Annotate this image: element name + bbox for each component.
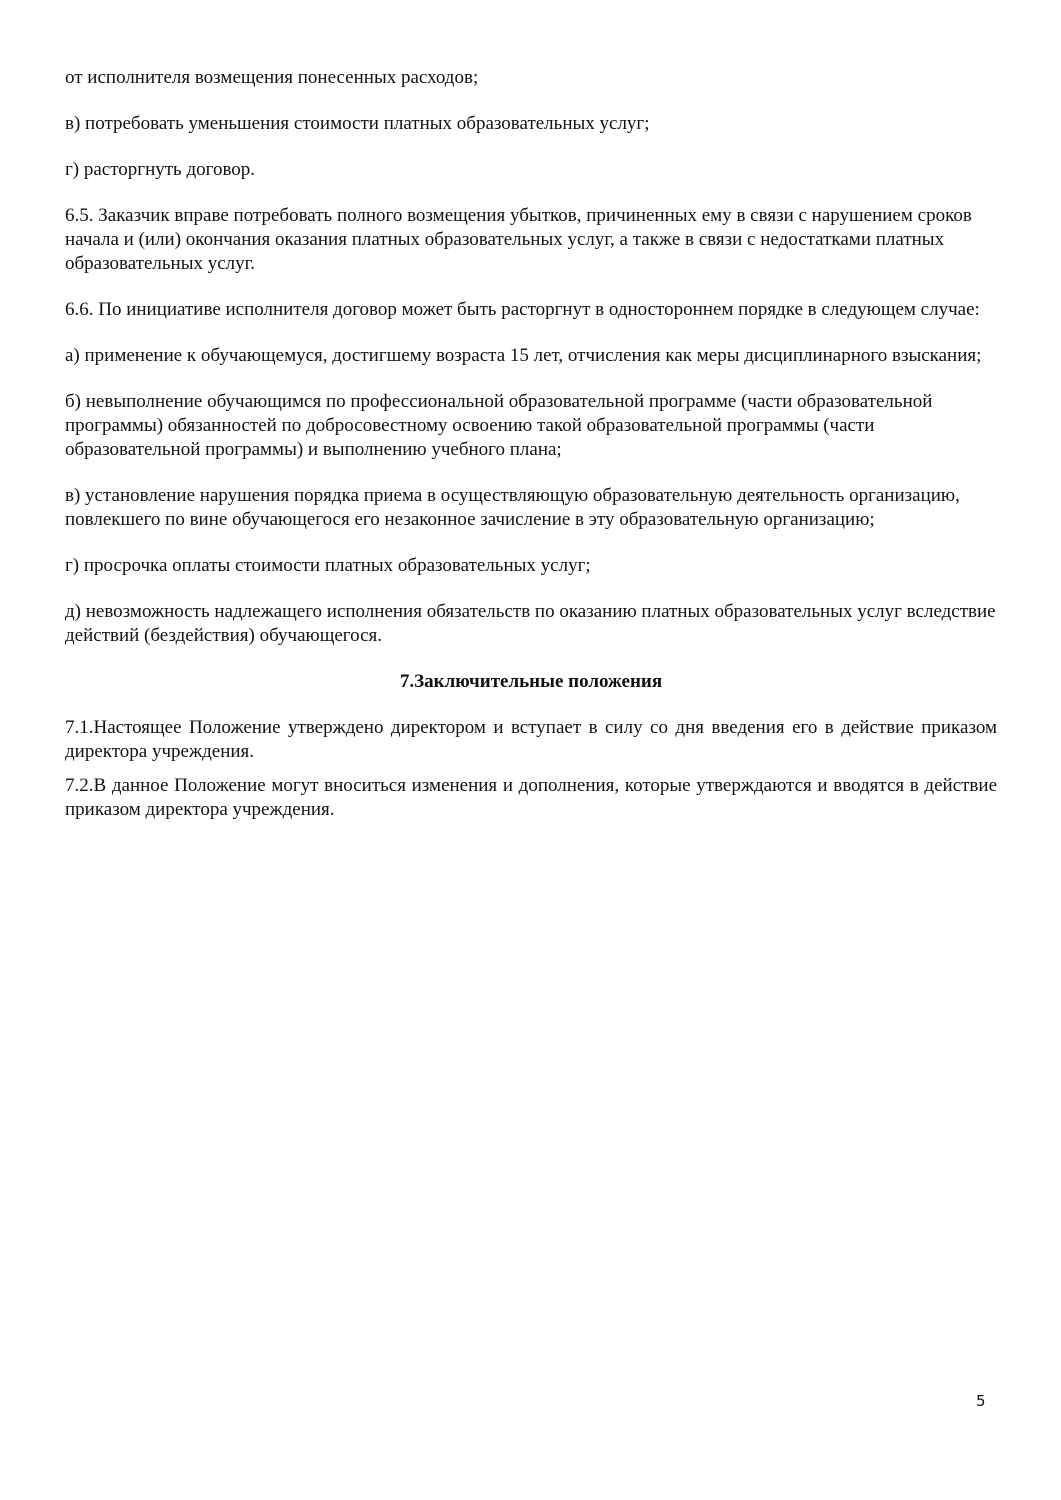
page-number: 5 (976, 1392, 986, 1410)
page-content (65, 66, 997, 844)
paragraph-6-6-b: б) невыполнение обучающимся по профессиональной образовательной программе (части образовательной программы) обязанностей по добросовестному освоению такой образовательной программы (части образовательной программы) и выполнению учебного плана; (65, 391, 933, 460)
paragraph-reimbursement: от исполнителя возмещения понесенных расходов; (65, 67, 479, 88)
paragraph-reduce-cost: в) потребовать уменьшения стоимости платных образовательных услуг; (65, 113, 650, 134)
paragraph-terminate: г) расторгнуть договор. (65, 159, 256, 180)
paragraph-6-6-g: г) просрочка оплаты стоимости платных образовательных услуг; (65, 555, 591, 576)
paragraph-6-6: 6.6. По инициативе исполнителя договор может быть расторгнут в одностороннем порядке в следующем случае: (65, 299, 980, 320)
paragraph-7-2: 7.2.В данное Положение могут вноситься изменения и дополнения, которые утверждаются и вводятся в действие приказом директора учреждения. (65, 775, 997, 820)
section-7-heading: 7.Заключительные положения (399, 671, 663, 692)
paragraph-6-6-d: д) невозможность надлежащего исполнения обязательств по оказанию платных образовательных услуг вследствие действий (бездействия) обучающегося. (65, 601, 996, 646)
paragraph-7-1: 7.1.Настоящее Положение утверждено директором и вступает в силу со дня введения его в действие приказом директора учреждения. (65, 717, 997, 762)
paragraph-6-6-a: а) применение к обучающемуся, достигшему возраста 15 лет, отчисления как меры дисциплинарного взыскания; (65, 345, 982, 366)
paragraph-6-5: 6.5. Заказчик вправе потребовать полного возмещения убытков, причиненных ему в связи с нарушением сроков начала и (или) окончания оказания платных образовательных услуг, а также в связи с недостатками платных образовательных услуг. (65, 205, 972, 274)
paragraph-6-6-v: в) установление нарушения порядка приема в осуществляющую образовательную деятельность организацию, повлекшего по вине обучающегося его незаконное зачисление в эту образовательную организацию; (65, 485, 960, 530)
